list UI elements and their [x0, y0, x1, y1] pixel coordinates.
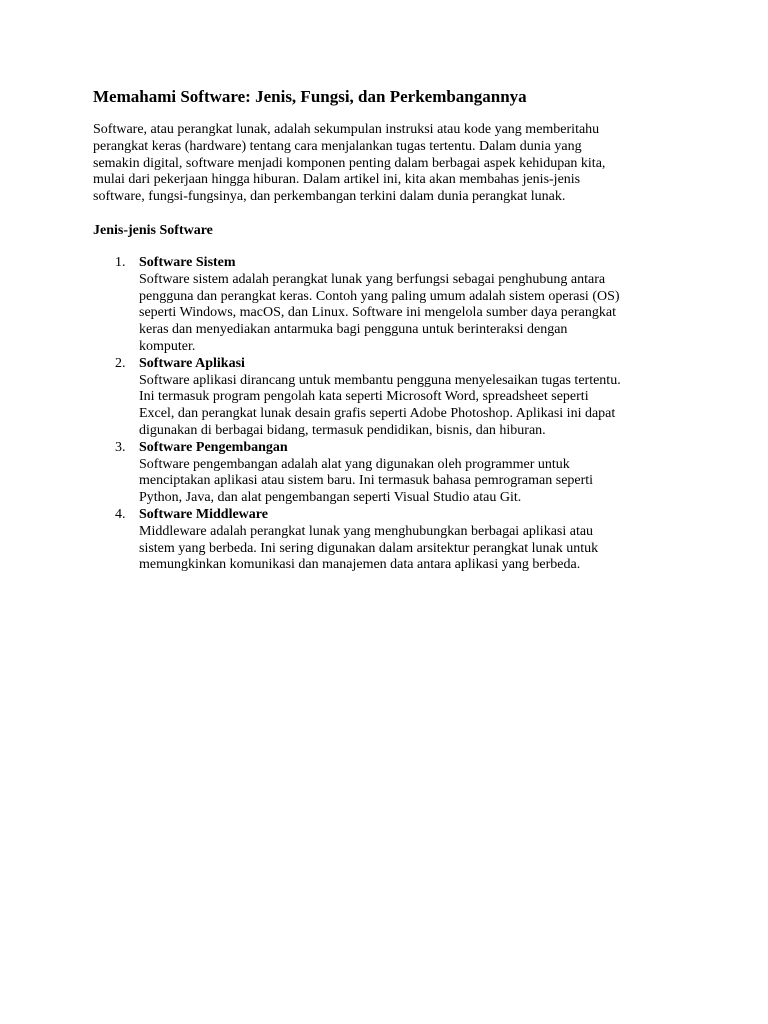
list-item-number: 1. — [115, 254, 126, 270]
list-item-title: Software Middleware — [139, 506, 268, 522]
list-item — [93, 255, 683, 356]
software-types-list — [93, 255, 683, 574]
document-page — [93, 86, 683, 574]
list-item — [93, 356, 683, 440]
document-title: Memahami Software: Jenis, Fungsi, dan Perkembangannya — [93, 87, 527, 106]
list-item-number: 3. — [115, 439, 126, 455]
intro-paragraph: Software, atau perangkat lunak, adalah sekumpulan instruksi atau kode yang memberitahu perangkat keras (hardware) tentang cara menjalankan tugas tertentu. Dalam dunia yang semakin digital, software menjadi komponen penting dalam berbagai aspek kehidupan kita, mulai dari pekerjaan hingga hiburan. Dalam artikel ini, kita akan membahas jenis-jenis software, fungsi-fungsinya, dan perkembangan terkini dalam dunia perangkat lunak. — [93, 122, 606, 205]
list-item — [93, 507, 683, 574]
list-item-description: Software aplikasi dirancang untuk membantu pengguna menyelesaikan tugas tertentu. Ini termasuk program pengolah kata seperti Microsoft Word, spreadsheet seperti Excel, dan perangkat lunak desain grafis seperti Adobe Photoshop. Aplikasi ini dapat digunakan di berbagai bidang, termasuk pendidikan, bisnis, dan hiburan. — [139, 372, 621, 438]
list-item-title: Software Pengembangan — [139, 439, 288, 455]
list-item-description: Middleware adalah perangkat lunak yang menghubungkan berbagai aplikasi atau sistem yang berbeda. Ini sering digunakan dalam arsitektur perangkat lunak untuk memungkinkan komunikasi dan manajemen data antara aplikasi yang berbeda. — [139, 523, 599, 573]
list-item — [93, 440, 683, 507]
list-item-title: Software Sistem — [139, 254, 236, 270]
section-heading: Jenis-jenis Software — [93, 222, 213, 238]
list-item-description: Software sistem adalah perangkat lunak yang berfungsi sebagai penghubung antara pengguna dan perangkat keras. Contoh yang paling umum adalah sistem operasi (OS) seperti Windows, macOS, dan Linux. Software ini mengelola sumber daya perangkat keras dan menyediakan antarmuka bagi pengguna untuk berinteraksi dengan komputer. — [139, 271, 620, 354]
list-item-description: Software pengembangan adalah alat yang digunakan oleh programmer untuk menciptakan aplikasi atau sistem baru. Ini termasuk bahasa pemrograman seperti Python, Java, dan alat pengembangan seperti Visual Studio atau Git. — [139, 456, 594, 506]
list-item-title: Software Aplikasi — [139, 355, 245, 371]
list-item-number: 4. — [115, 506, 126, 522]
list-item-number: 2. — [115, 355, 126, 371]
